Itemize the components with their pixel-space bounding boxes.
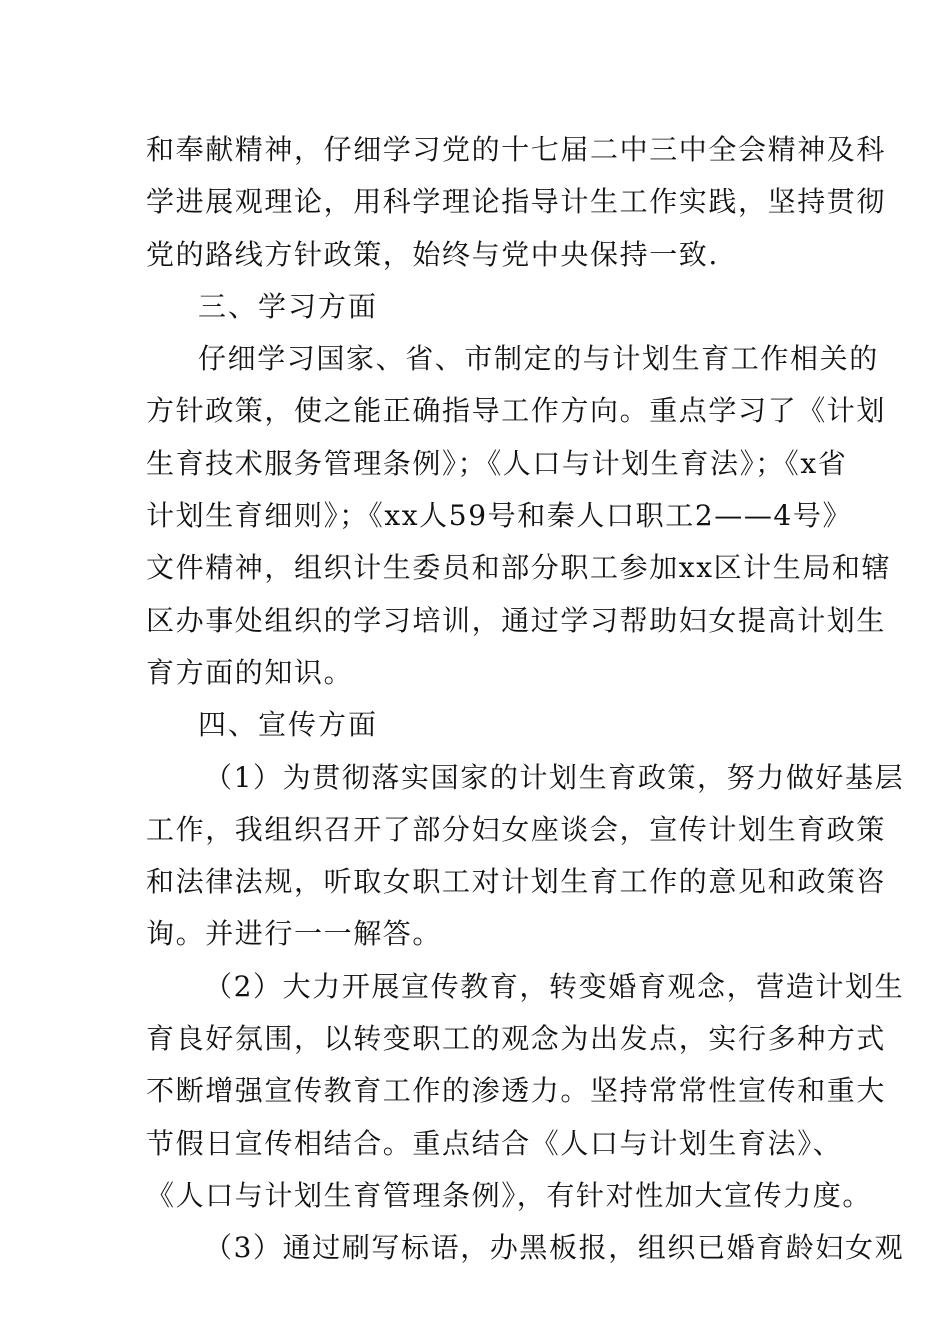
text-line: 和奉献精神，仔细学习党的十七届二中三中全会精神及科 (146, 133, 887, 166)
text-line: 生育技术服务管理条例》；《人口与计划生育法》；《x省 (146, 446, 848, 480)
text-line: 仔细学习国家、省、市制定的与计划生育工作相关的 (198, 342, 879, 376)
text-line: 不断增强宣传教育工作的渗透力。坚持常常性宣传和重大 (146, 1074, 887, 1108)
text-line: （2）大力开展宣传教育，转变婚育观念，营造计划生 (204, 969, 905, 1003)
text-line: 学进展观理论，用科学理论指导计生工作实践，坚持贯彻 (146, 185, 887, 219)
text-line: 《人口与计划生育管理条例》，有针对性加大宣传力度。 (146, 1178, 873, 1212)
text-line: 文件精神，组织计生委员和部分职工参加xx区计生局和辖 (146, 551, 892, 585)
text-line: 工作，我组织召开了部分妇女座谈会，宣传计划生育政策 (146, 812, 887, 846)
document-page (146, 124, 905, 1275)
text-line: （3）通过刷写标语，办黑板报，组织已婚育龄妇女观 (204, 1231, 905, 1265)
text-line: 育方面的知识。 (146, 655, 354, 689)
text-line: 计划生育细则》；《xx人59号和秦人口职工2——4号》 (146, 499, 853, 533)
text-line: 方针政策，使之能正确指导工作方向。重点学习了《计划 (146, 394, 887, 428)
section-heading: 四、宣传方面 (198, 708, 379, 742)
text-line: （1）为贯彻落实国家的计划生育政策，努力做好基层 (204, 760, 905, 794)
text-line: 和法律法规，听取女职工对计划生育工作的意见和政策咨 (146, 865, 887, 899)
text-line: 节假日宣传相结合。重点结合《人口与计划生育法》、 (146, 1126, 843, 1160)
text-line: 询。并进行一一解答。 (146, 917, 443, 951)
section-heading: 三、学习方面 (198, 289, 379, 323)
text-line: 育良好氛围，以转变职工的观念为出发点，实行多种方式 (146, 1022, 887, 1056)
text-line: 区办事处组织的学习培训，通过学习帮助妇女提高计划生 (146, 603, 887, 637)
text-line: 党的路线方针政策，始终与党中央保持一致. (146, 237, 719, 271)
